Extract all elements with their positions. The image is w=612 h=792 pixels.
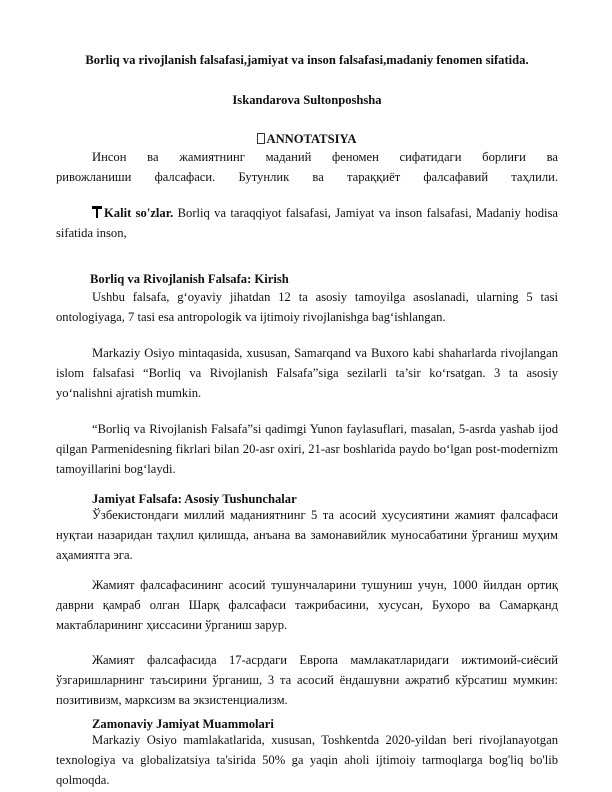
missing-glyph-icon bbox=[257, 133, 265, 144]
section-1-paragraph-1: Ushbu falsafa, g‘oyaviy jihatdan 12 ta asosiy tamoyilga asoslanadi, ularning 5 tasi ontologiyaga, 7 tasi esa antropologik va ijtimoiy rivojlanishga bag‘ishlangan. bbox=[56, 290, 558, 325]
keywords-text: Borliq va taraqqiyot falsafasi, Jamiyat va inson falsafasi, Madaniy hodisa sifatida inson, bbox=[56, 206, 558, 241]
section-3-paragraph-1: Markaziy Osiyo mamlakatlarida, xususan, Toshkentda 2020-yildan beri rivojlanayotgan texnologiya va globalizatsiya ta'sirida 50% ga yaqin aholi ijtimoiy tarmoqlarga bog'liq bo'lib qolmoqda. bbox=[56, 733, 558, 788]
section-2-paragraph-3: Жамият фалсафасида 17-асрдаги Европа мамлакатларидаги ижтимоий-сиёсий ўзгаришларнинг таъсирини ўрганиш, 3 та асосий ёндашувни ажратиб кўрсатиш мумкин: позитивизм, марксизм ва экзистенциализм. bbox=[56, 653, 558, 708]
annotation-line-2: ривожланиши фалсафаси. Бутунлик ва тараққиёт фалсафавий таҳлили. bbox=[56, 170, 558, 184]
section-1-paragraph-2: Markaziy Osiyo mintaqasida, xususan, Samarqand va Buxoro kabi shaharlarda rivojlangan islom falsafasi “Borliq va Rivojlanish Falsafa”siga sezilarli ta’sir ko‘rsatgan. 3 ta asosiy yo‘nalishni ajratish mumkin. bbox=[56, 346, 558, 401]
section-1-heading: Borliq va Rivojlanish Falsafa: Kirish bbox=[90, 272, 289, 286]
keywords-paragraph bbox=[56, 203, 558, 243]
section-2-paragraph-1: Ўзбекистондаги миллий маданиятнинг 5 та асосий хусусиятини жамият фалсафаси нуқтаи назаридан таҳлил қилишда, анъана ва замонавийлик муносабатини ўрганиш муҳим аҳамиятга эга. bbox=[56, 508, 558, 563]
document-title: Borliq va rivojlanish falsafasi,jamiyat va inson falsafasi,madaniy fenomen sifatida. bbox=[85, 53, 529, 67]
section-1-paragraph-3: “Borliq va Rivojlanish Falsafa”si qadimgi Yunon faylasuflari, masalan, 5-asrda yashab ijod qilgan Parmenidesning fikrlari bilan 20-asr oxiri, 21-asr boshlarida paydo bo‘lgan post-modernizm tamoyillarini bog‘laydi. bbox=[56, 422, 558, 477]
author-name: Iskandarova Sultonposhsha bbox=[232, 93, 382, 107]
pushpin-icon bbox=[92, 206, 102, 218]
annotation-heading-text: ANNOTATSIYA bbox=[266, 132, 357, 146]
annotation-line-1: Инсон ва жамиятнинг маданий феномен сифатидаги борлиғи ва bbox=[92, 150, 558, 164]
section-3-heading: Zamonaviy Jamiyat Muammolari bbox=[92, 717, 274, 731]
keywords-label: Kalit so'zlar. bbox=[104, 206, 174, 220]
section-2-heading: Jamiyat Falsafa: Asosiy Tushunchalar bbox=[92, 492, 297, 506]
section-2-paragraph-2: Жамият фалсафасининг асосий тушунчаларини тушуниш учун, 1000 йилдан ортиқ даврни қамраб олган Шарқ фалсафаси тажрибасини, хусусан, Бухоро ва Самарқанд мактабларининг ҳиссасини ўрганиш зарур. bbox=[56, 578, 558, 633]
